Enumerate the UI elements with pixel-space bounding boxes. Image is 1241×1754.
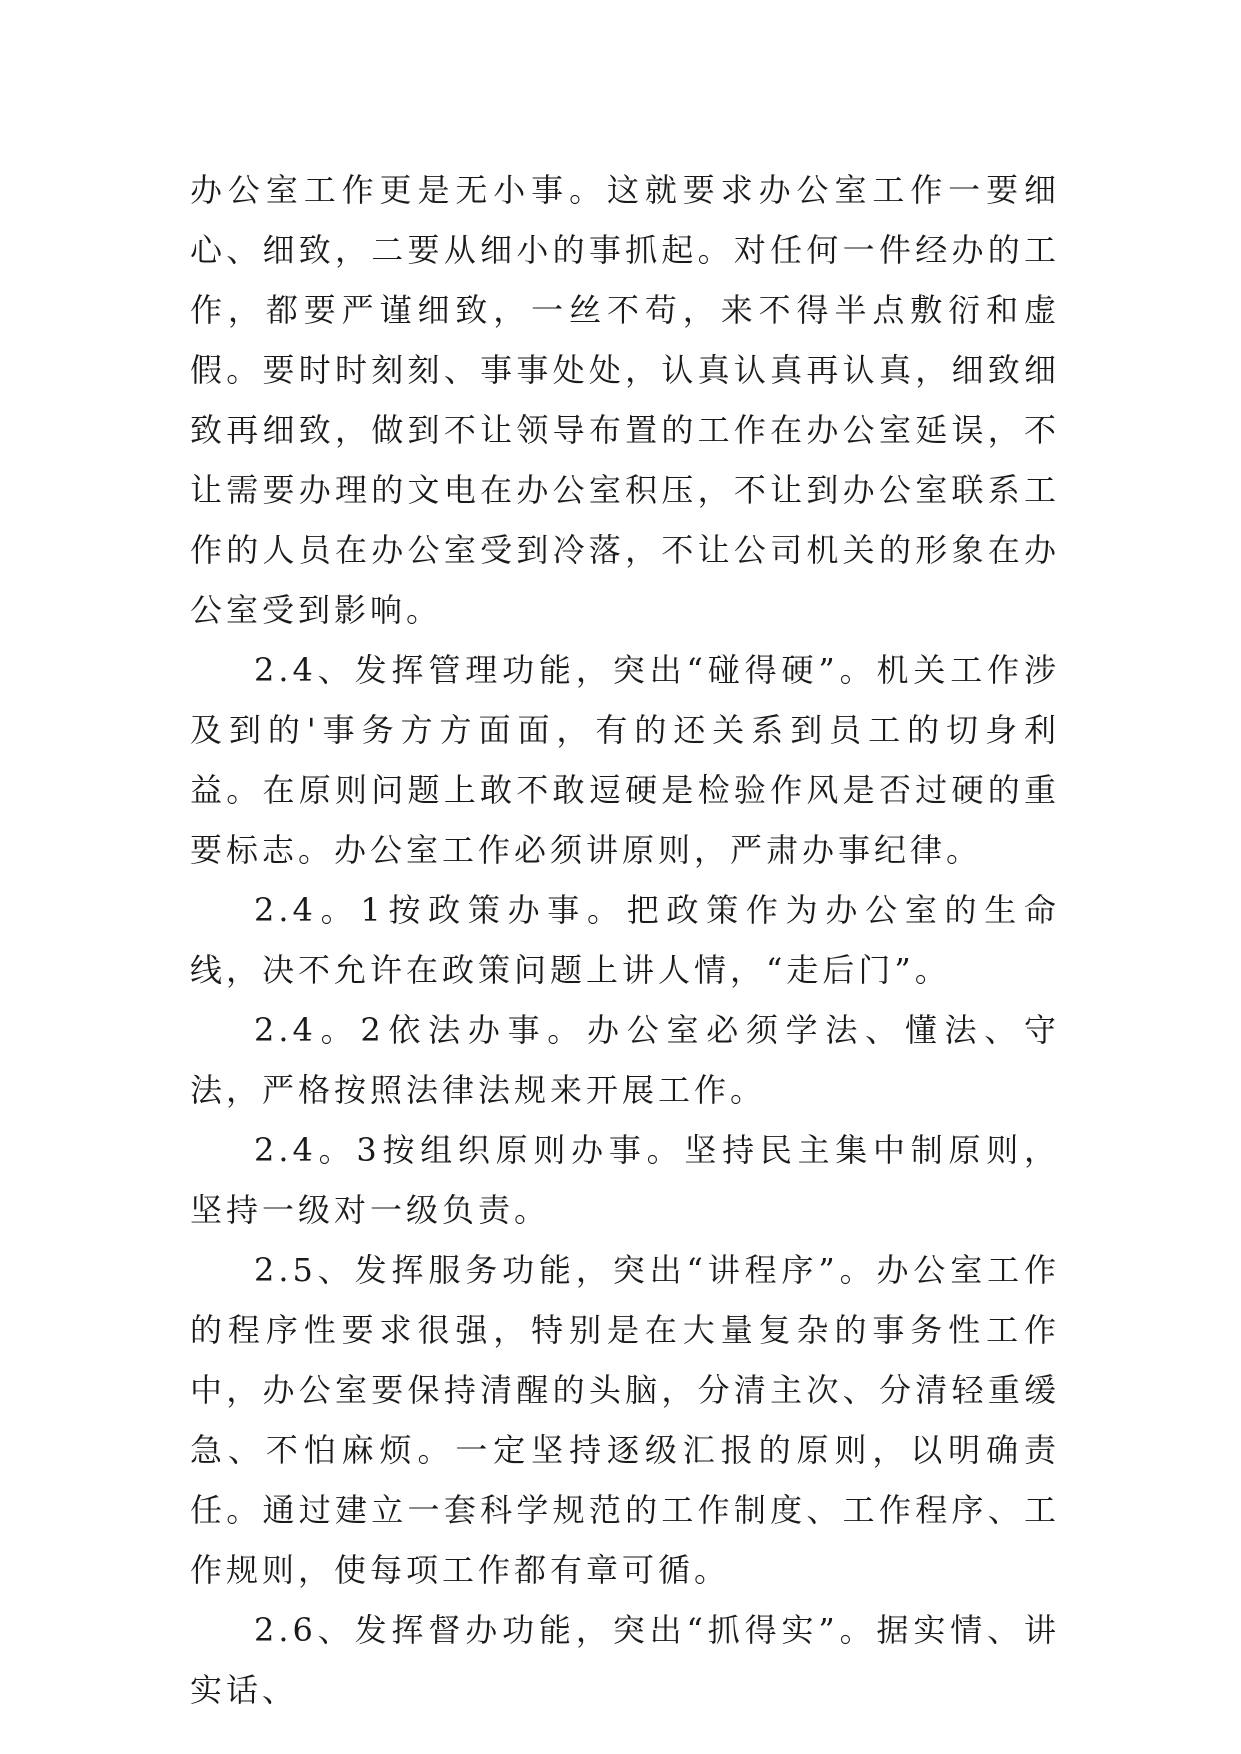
- paragraph-2-4-2: 2.4。2依法办事。办公室必须学法、懂法、守法，严格按照法律法规来开展工作。: [190, 1011, 1060, 1109]
- paragraph-continuation: 办公室工作更是无小事。这就要求办公室工作一要细心、细致，二要从细小的事抓起。对任何一件经办的工作，都要严谨细致，一丝不苟，来不得半点敷衍和虚假。要时时刻刻、事事处处，认真认真再认真，细致细致再细致，做到不让领导布置的工作在办公室延误，不让需要办理的文电在办公室积压，不让到办公室联系工作的人员在办公室受到冷落，不让公司机关的形象在办公室受到影响。: [190, 171, 1060, 629]
- paragraph-2-5: 2.5、发挥服务功能，突出“讲程序”。办公室工作的程序性要求很强，特别是在大量复杂的事务性工作中，办公室要保持清醒的头脑，分清主次、分清轻重缓急、不怕麻烦。一定坚持逐级汇报的原则，以明确责任。通过建立一套科学规范的工作制度、工作程序、工作规则，使每项工作都有章可循。: [190, 1251, 1060, 1589]
- paragraph-2-4-1: 2.4。1按政策办事。把政策作为办公室的生命线，决不允许在政策问题上讲人情，“走后门”。: [190, 891, 1060, 989]
- document-body: [190, 160, 1060, 1720]
- paragraph-2-6: 2.6、发挥督办功能，突出“抓得实”。据实情、讲实话、: [190, 1611, 1060, 1709]
- paragraph-2-4-3: 2.4。3按组织原则办事。坚持民主集中制原则，坚持一级对一级负责。: [190, 1131, 1060, 1229]
- paragraph-2-4: 2.4、发挥管理功能，突出“碰得硬”。机关工作涉及到的'事务方方面面，有的还关系到员工的切身利益。在原则问题上敢不敢逗硬是检验作风是否过硬的重要标志。办公室工作必须讲原则，严肃办事纪律。: [190, 651, 1060, 869]
